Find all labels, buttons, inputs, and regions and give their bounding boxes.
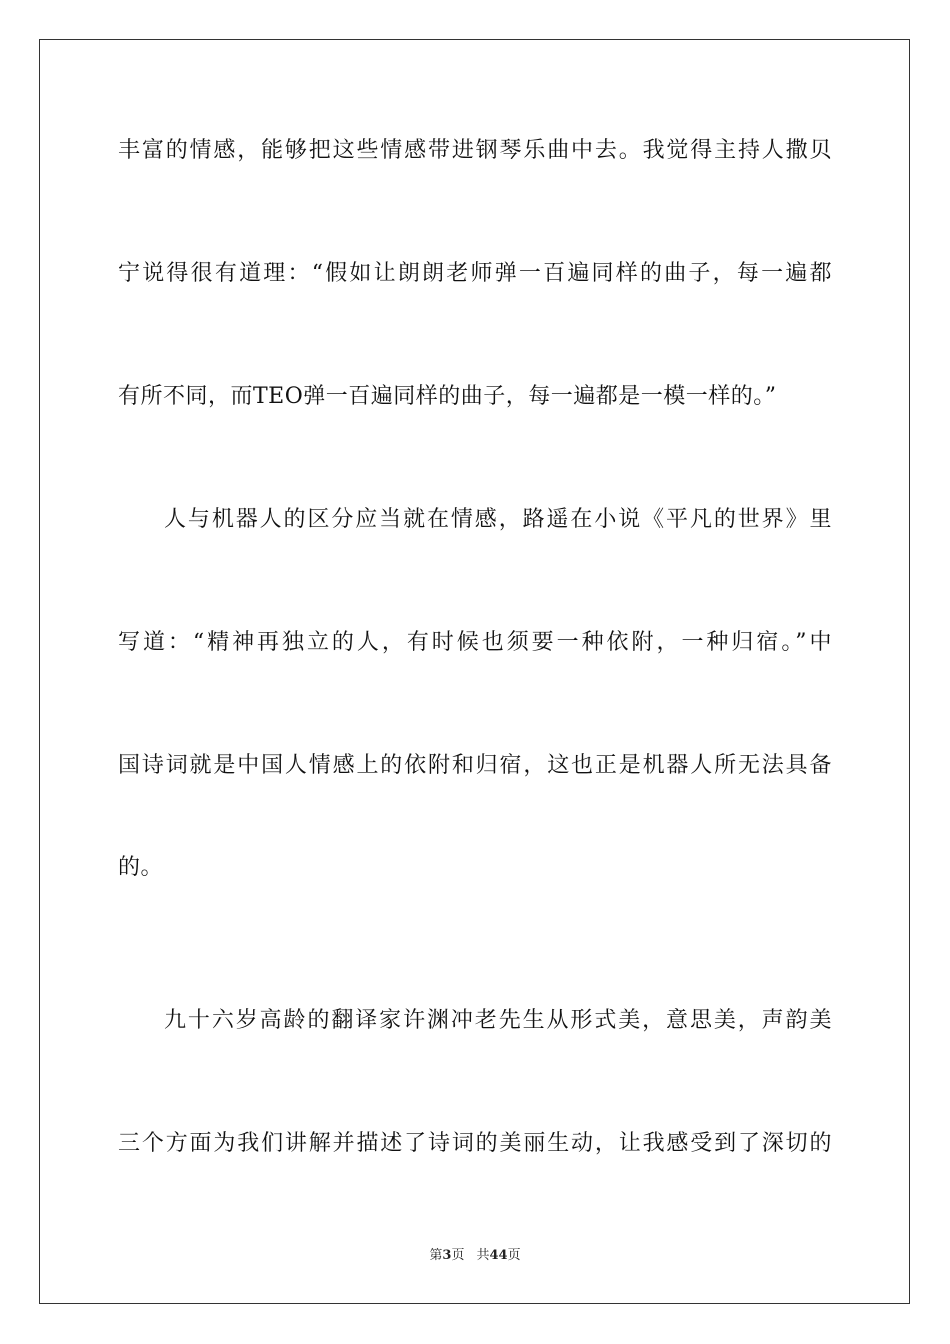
paragraph-line: 写道：“精神再独立的人，有时候也须要一种依附，一种归宿。”中 (118, 630, 832, 655)
total-suffix: 页 (507, 1248, 521, 1263)
paragraph-line: 国诗词就是中国人情感上的依附和归宿，这也正是机器人所无法具备 (118, 753, 832, 778)
paragraph-line: 人与机器人的区分应当就在情感，路遥在小说《平凡的世界》里 (164, 507, 832, 532)
page-number: 3 (442, 1248, 452, 1263)
paragraph-line: 三个方面为我们讲解并描述了诗词的美丽生动，让我感受到了深切的 (118, 1131, 832, 1156)
page-frame (39, 39, 910, 1304)
paragraph-line: 有所不同，而TEO弹一百遍同样的曲子，每一遍都是一模一样的。” (118, 384, 777, 409)
paragraph-line: 丰富的情感，能够把这些情感带进钢琴乐曲中去。我觉得主持人撒贝 (118, 138, 832, 163)
paragraph-line: 九十六岁高龄的翻译家许渊冲老先生从形式美，意思美，声韵美 (164, 1008, 832, 1033)
page-footer (0, 1246, 950, 1266)
total-prefix: 共 (476, 1248, 490, 1263)
total-pages: 44 (489, 1248, 508, 1263)
page-suffix: 页 (451, 1248, 465, 1263)
page-prefix: 第 (429, 1248, 443, 1263)
paragraph-line: 宁说得很有道理：“假如让朗朗老师弹一百遍同样的曲子，每一遍都 (118, 261, 832, 286)
paragraph-line: 的。 (118, 855, 164, 880)
